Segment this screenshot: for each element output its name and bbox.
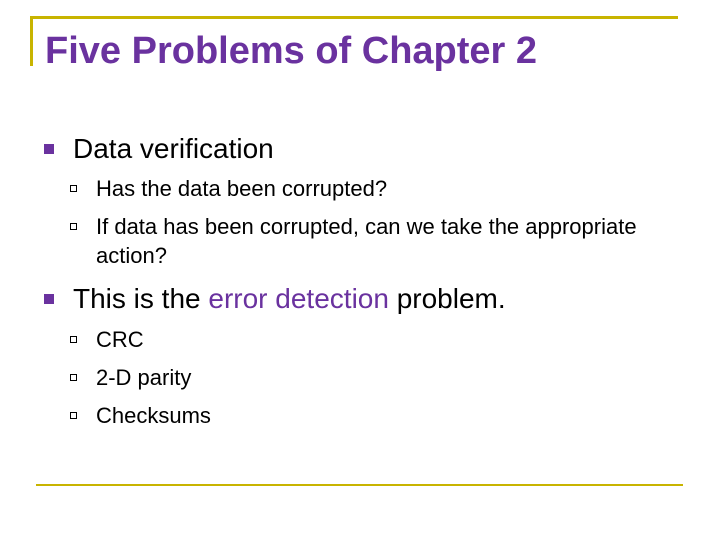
sub-bullet-2d-parity: 2-D parity	[96, 365, 192, 390]
sub-bullet-checksums: Checksums	[96, 403, 211, 428]
hollow-square-bullet-icon	[70, 412, 77, 419]
slide-title: Five Problems of Chapter 2	[45, 30, 538, 72]
hollow-square-bullet-icon	[70, 185, 77, 192]
hollow-square-bullet-icon	[70, 336, 77, 343]
hollow-square-bullet-icon	[70, 223, 77, 230]
bullet-error-detection	[73, 283, 506, 315]
hollow-square-bullet-icon	[70, 374, 77, 381]
left-rule	[30, 16, 33, 66]
filled-square-bullet-icon	[44, 144, 54, 154]
bullet-text-after: problem.	[388, 283, 506, 314]
bottom-rule	[36, 484, 683, 486]
sub-bullet-appropriate-action: If data has been corrupted, can we take the appropriate action?	[96, 214, 637, 268]
highlight-error-detection: error detection	[208, 283, 389, 314]
bullet-text-before: This is the	[73, 283, 209, 314]
top-rule	[33, 16, 678, 19]
bullet-data-verification: Data verification	[73, 133, 274, 164]
sub-bullet-crc: CRC	[96, 327, 144, 352]
sub-bullet-corrupted-question: Has the data been corrupted?	[96, 176, 388, 201]
filled-square-bullet-icon	[44, 294, 54, 304]
